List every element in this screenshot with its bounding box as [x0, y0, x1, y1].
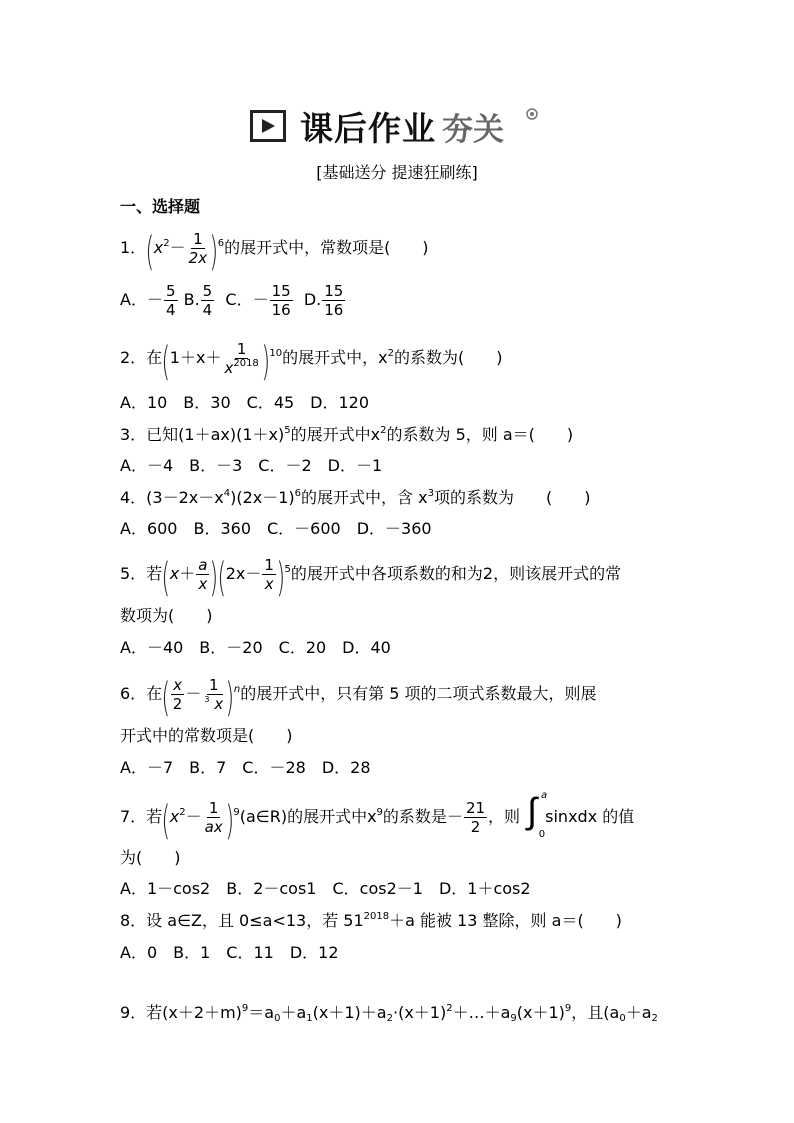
question-5-line2: 数项为( ) — [120, 606, 213, 625]
subtitle: [基础送分 提速狂刷练] — [316, 163, 478, 182]
question-4: 4．$(3-2x-x^4)(2x-1)^6$的展开式中，含 $x^3$项的系数为 ( ) — [120, 488, 591, 507]
integral-sign: ∫ a 0 — [527, 790, 548, 840]
section-title: 一、选择题 — [120, 197, 201, 216]
play-icon[interactable] — [250, 110, 286, 142]
title-banner — [250, 104, 540, 148]
question-8: 8．设 a∈Z，且 0≤a<13，若 $51^{2018}+a$ 能被 13 整除，则 a＝( ) — [120, 911, 622, 930]
question-6-options: A．－7 B．7 C．－28 D．28 — [120, 758, 371, 777]
question-4-options: A．600 B．360 C．－600 D．－360 — [120, 519, 432, 538]
question-5-options: A．－40 B．－20 C．20 D．40 — [120, 638, 391, 657]
banner-title: 课后作业 — [300, 108, 436, 148]
question-5: 5．若(x＋ $\frac{a}{x}$ )(2x－ $\frac{1}{x}$ )$^5$的展开式中各项系数的和为2，则该展开式的常 — [120, 555, 622, 601]
question-1: 1．($x^2-$ $\frac{1}{2x}$ )$^6$的展开式中，常数项是( ) — [120, 229, 429, 275]
question-6: 6．在( $\frac{x}{2}$ － 1 3 x )$^n$的展开式中，只有第 5 项的二项式系数最大，则展 — [120, 675, 597, 721]
question-3-options: A．－4 B．－3 C．－2 D．－1 — [120, 456, 383, 475]
svg-text:夯关: 夯关 — [442, 112, 504, 146]
question-2-options: A．10 B．30 C．45 D．120 — [120, 393, 370, 412]
question-9: 9．若$(x+2+m)^9=a_0+a_1(x+1)+a_2\cdot(x+1)^2+\dots+a_9(x+1)^9$，且($a_0+a_2$ — [120, 1003, 658, 1024]
question-7-line2: 为( ) — [120, 848, 181, 867]
question-3: 3．已知$(1+ax)(1+x)^5$的展开式中$x^2$的系数为 5，则 a＝( ) — [120, 425, 574, 444]
question-6-line2: 开式中的常数项是( ) — [120, 726, 293, 745]
question-7-options: A．1－cos2 B．2－cos1 C．cos2－1 D．1＋cos2 — [120, 879, 531, 898]
question-7: 7．若($x^2-$ $\frac{1}{ax}$ )$^9$(a∈R)的展开式中$x^9$的系数是－ $\frac{21}{2}$ ，则 ∫ a 0 sinxdx 的值 — [120, 790, 635, 844]
question-1-options: A．－ $\frac{5}{4}$ B. $\frac{5}{4}$ C．－ $\frac{15}{16}$ D. $\frac{15}{16}$ — [120, 282, 344, 319]
cube-root: 3 x — [204, 695, 224, 713]
question-2: 2．在(1＋x＋ $\frac{1}{x^{2018}}$ )$^{10}$的展开式中，$x^2$的系数为( ) — [120, 339, 503, 385]
question-8-options: A．0 B．1 C．11 D．12 — [120, 943, 339, 962]
brand-logo — [440, 106, 540, 146]
